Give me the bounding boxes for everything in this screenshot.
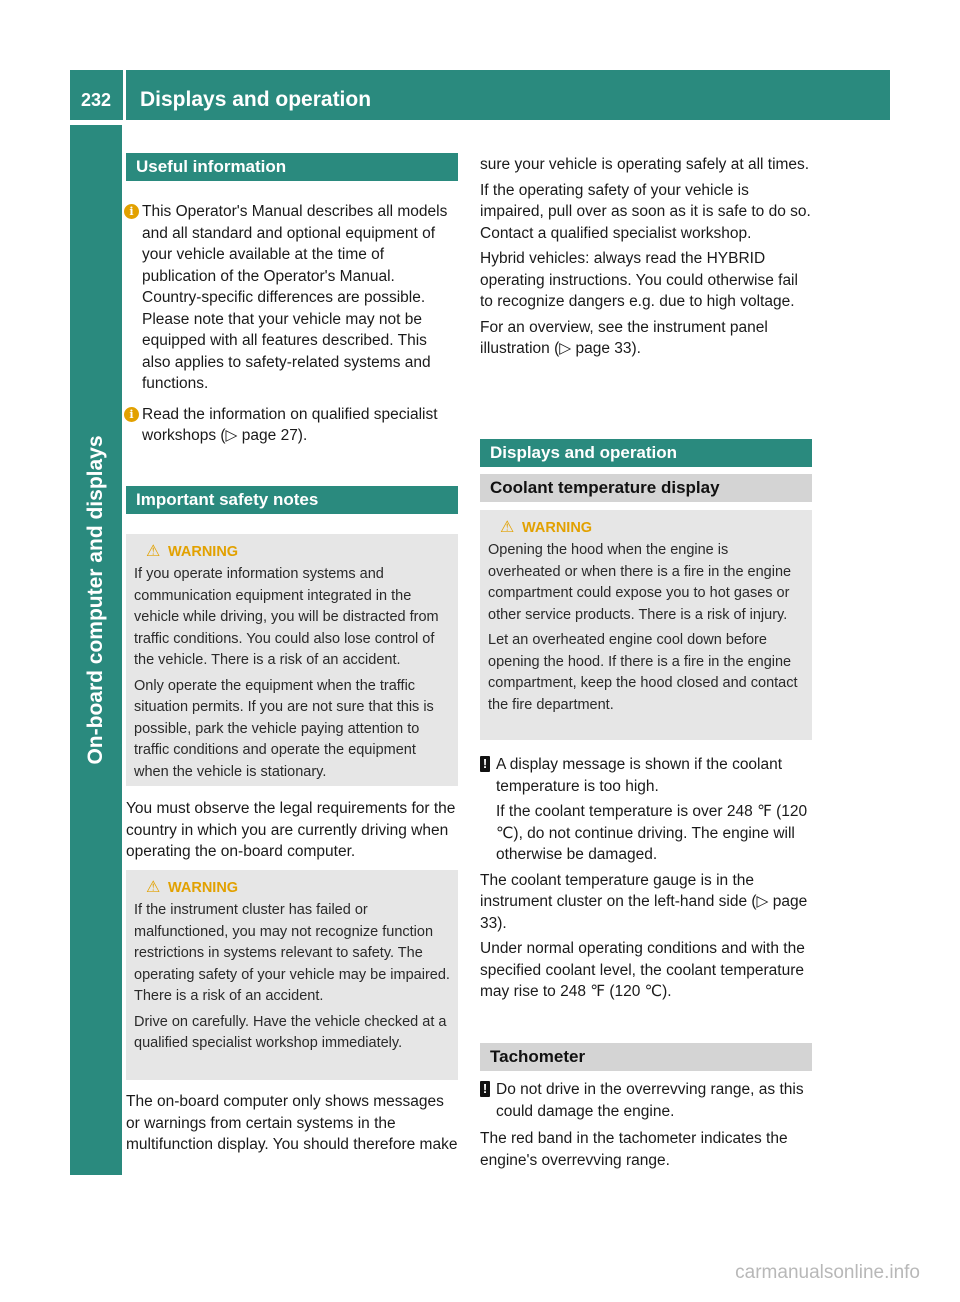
caution-note <box>480 754 812 866</box>
note-text: This Operator's Manual describes all models and all standard and optional equipment of your vehicle available at the time of publication of the Operator's Manual. Country-specific differences are possible. Please note that your vehicle may not be equipped with all features described. This also applies to safety-related systems and functions. <box>142 203 448 392</box>
warning-text: Drive on carefully. Have the vehicle checked at a qualified specialist workshop immediately. <box>134 1013 447 1051</box>
body-text: For an overview, see the instrument panel illustration (▷ page 33). <box>480 318 768 357</box>
section-title: Displays and operation <box>490 443 678 462</box>
section-useful-information <box>126 153 458 181</box>
subsection-tachometer <box>480 1043 812 1071</box>
section-displays-and-operation <box>480 439 812 467</box>
warning-label: WARNING <box>522 520 593 536</box>
warning-header <box>134 542 450 562</box>
body-paragraph <box>126 1091 458 1156</box>
caution-note <box>480 1079 812 1122</box>
exclamation-icon: ! <box>480 756 490 772</box>
section-title: Useful information <box>136 157 287 176</box>
warning-text: Opening the hood when the engine is overheated or when there is a fire in the engine compartment could expose you to hot gases or other service products. There is a risk of injury. <box>488 542 792 623</box>
caution-text: A display message is shown if the coolant temperature is too high. <box>496 756 783 795</box>
body-text: sure your vehicle is operating safely at all times. <box>480 156 810 173</box>
warning-text: If you operate information systems and communication equipment integrated in the vehicle while driving, you will be distracted from traffic conditions. You could also lose control of the vehicle. There is a risk of an accident. <box>134 566 439 668</box>
warning-triangle-icon: ⚠ <box>500 519 515 536</box>
info-note <box>126 201 458 395</box>
warning-box <box>126 534 458 786</box>
body-text: You must observe the legal requirements for the country in which you are currently driving when operating the on-board computer. <box>126 800 456 860</box>
info-note <box>126 404 458 447</box>
subsection-title: Tachometer <box>490 1047 586 1066</box>
page-number: 232 <box>80 90 112 110</box>
caution-text: Do not drive in the overrevving range, as this could damage the engine. <box>496 1081 804 1120</box>
exclamation-icon: ! <box>480 1081 490 1097</box>
warning-text: Let an overheated engine cool down before opening the hood. If there is a fire in the engine compartment, keep the hood closed and contact the fire department. <box>488 632 798 713</box>
body-text: The coolant temperature gauge is in the instrument cluster on the left-hand side (▷ page 33). <box>480 871 808 932</box>
subsection-title: Coolant temperature display <box>490 478 720 497</box>
useful-info-notes <box>126 201 458 456</box>
body-text: The on-board computer only shows messages or warnings from certain systems in the multifunction display. You should therefore make <box>126 1093 458 1153</box>
warning-triangle-icon: ⚠ <box>146 879 161 896</box>
warning-box <box>126 870 458 1080</box>
section-title: Important safety notes <box>136 490 319 509</box>
warning-header <box>134 878 450 898</box>
subsection-coolant-temperature <box>480 474 812 502</box>
tachometer-content <box>480 1079 812 1171</box>
warning-label: WARNING <box>168 544 239 560</box>
side-tab-label: On-board computer and displays <box>84 435 107 765</box>
body-text: Hybrid vehicles: always read the HYBRID operating instructions. You could otherwise fail to recognize dangers e.g. due to high voltage. <box>480 250 798 310</box>
footer-watermark: carmanualsonline.info <box>735 1262 920 1283</box>
header-divider <box>123 70 126 120</box>
body-text: The red band in the tachometer indicates the engine's overrevving range. <box>480 1130 788 1169</box>
coolant-caution <box>480 754 812 1007</box>
info-icon: i <box>124 407 139 422</box>
body-text: Under normal operating conditions and with the specified coolant level, the coolant temperature may rise to 248 ℉ (120 ℃). <box>480 940 805 1000</box>
warning-text: If the instrument cluster has failed or malfunctioned, you may not recognize function restrictions in systems relevant to safety. The operating safety of your vehicle may be impaired. There is a risk of an accident. <box>134 902 450 1004</box>
body-text: If the operating safety of your vehicle is impaired, pull over as soon as it is safe to do so. Contact a qualified specialist workshop. <box>480 181 811 242</box>
info-icon: i <box>124 204 139 219</box>
caution-text: If the coolant temperature is over 248 ℉ (120 ℃), do not continue driving. The engine will otherwise be damaged. <box>496 803 808 863</box>
continued-text <box>480 154 812 364</box>
warning-label: WARNING <box>168 880 239 896</box>
section-important-safety-notes <box>126 486 458 514</box>
warning-triangle-icon: ⚠ <box>146 543 161 560</box>
warning-header <box>488 518 804 538</box>
page-title: Displays and operation <box>140 88 372 111</box>
warning-text: Only operate the equipment when the traffic situation permits. If you are not sure that this is possible, park the vehicle paying attention to traffic conditions and operate the equipment when the vehicle is stationary. <box>134 677 434 780</box>
body-paragraph <box>126 798 458 863</box>
note-text: Read the information on qualified specialist workshops (▷ page 27). <box>142 405 438 444</box>
warning-box <box>480 510 812 740</box>
